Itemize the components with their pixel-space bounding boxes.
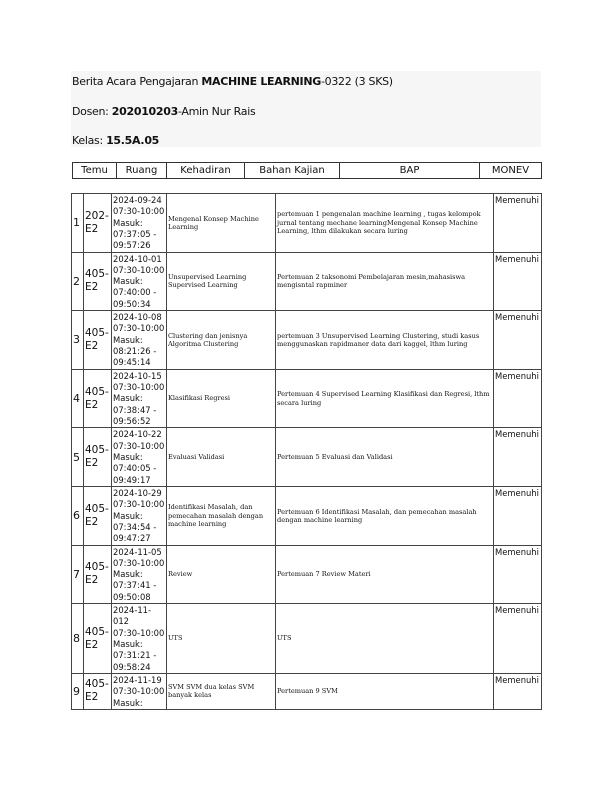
attendance-line: 2024-10-22	[113, 429, 162, 440]
attendance-cell	[112, 486, 167, 545]
table-row	[72, 311, 542, 370]
table-row	[72, 428, 542, 487]
course-info-panel	[71, 71, 541, 147]
class-label: Kelas:	[72, 134, 107, 147]
topic-cell: Klasifikasi Regresi	[167, 369, 276, 428]
attendance-line: 2024-10-01	[113, 253, 162, 264]
attendance-line: Masuk:	[113, 697, 143, 708]
room-cell: 405-E2	[84, 486, 112, 545]
col-kehadiran: Kehadiran	[167, 163, 245, 179]
bap-cell: pertemuan 1 pengenalan machine learning , tugas kelompok jurnal tentang mechane learningMengenal Konsep Machine Learning, lthm dilakukan secara luring	[276, 194, 494, 253]
attendance-line: Masuk:	[113, 451, 143, 462]
attendance-line: 07:38:47 - 09:56:52	[113, 404, 157, 426]
topic-cell: SVM SVM dua kelas SVM banyak kelas	[167, 673, 276, 709]
attendance-line: Masuk:	[113, 276, 143, 287]
meeting-number: 2	[72, 252, 84, 311]
room-cell: 405-E2	[84, 311, 112, 370]
attendance-line: 2024-11-05	[113, 546, 162, 557]
attendance-line: 07:30-10:00	[113, 557, 165, 568]
attendance-line: 2024-11-19	[113, 674, 162, 685]
bap-cell: Pertemuan 7 Review Materi	[276, 545, 494, 604]
monev-cell: Memenuhi	[494, 369, 542, 428]
attendance-line: 07:30-10:00	[113, 323, 165, 334]
course-name: MACHINE LEARNING	[201, 75, 321, 88]
lecturer-name: -Amin Nur Rais	[177, 105, 256, 118]
lecturer-id: 202010203	[111, 105, 178, 118]
topic-cell: Clustering dan jenisnya Algoritma Clustering	[167, 311, 276, 370]
bap-cell: Pertemuan 5 Evaluasi dan Validasi	[276, 428, 494, 487]
attendance-line: 07:40:00 - 09:50:34	[113, 287, 157, 309]
table-row	[72, 194, 542, 253]
attendance-line: Masuk:	[113, 510, 143, 521]
attendance-line: 07:30-10:00	[113, 627, 165, 638]
topic-cell: Review	[167, 545, 276, 604]
lecturer-line	[72, 105, 255, 118]
course-title	[72, 75, 393, 88]
col-ruang: Ruang	[117, 163, 167, 179]
monev-cell: Memenuhi	[494, 311, 542, 370]
table-row	[72, 604, 542, 674]
attendance-line: 2024-10-29	[113, 487, 162, 498]
meeting-number: 8	[72, 604, 84, 674]
attendance-line: 07:34:54 - 09:47:27	[113, 521, 157, 544]
attendance-line: Masuk:	[113, 639, 143, 650]
attendance-line: 07:30-10:00	[113, 440, 165, 451]
attendance-line: Masuk:	[113, 569, 143, 580]
attendance-line: 07:30-10:00	[113, 264, 165, 275]
room-cell: 405-E2	[84, 604, 112, 674]
table-row	[72, 369, 542, 428]
monev-cell: Memenuhi	[494, 194, 542, 253]
table-row	[72, 545, 542, 604]
title-prefix: Berita Acara Pengajaran	[72, 75, 202, 88]
attendance-table	[71, 193, 542, 710]
class-value: 15.5A.05	[106, 134, 160, 147]
attendance-cell	[112, 673, 167, 709]
attendance-line: 2024-11-012	[113, 605, 152, 627]
meeting-number: 4	[72, 369, 84, 428]
attendance-cell	[112, 604, 167, 674]
topic-cell: Evaluasi Validasi	[167, 428, 276, 487]
attendance-cell	[112, 428, 167, 487]
bap-cell: Pertemuan 9 SVM	[276, 673, 494, 709]
col-monev: MONEV	[480, 163, 542, 179]
attendance-line: 07:30-10:00	[113, 686, 165, 697]
bap-cell: Pertemuan 6 Identifikasi Masalah, dan pemecahan masalah dengan machine learning	[276, 486, 494, 545]
attendance-line: 07:37:41 - 09:50:08	[113, 580, 157, 602]
col-bap: BAP	[340, 163, 480, 179]
attendance-cell	[112, 252, 167, 311]
meeting-number: 1	[72, 194, 84, 253]
topic-cell: Identifikasi Masalah, dan pemecahan masalah dengan machine learning	[167, 486, 276, 545]
meeting-number: 9	[72, 673, 84, 709]
room-cell: 405-E2	[84, 428, 112, 487]
table-row	[72, 486, 542, 545]
attendance-line: 2024-09-24	[113, 195, 162, 205]
room-cell: 405-E2	[84, 252, 112, 311]
meeting-number: 5	[72, 428, 84, 487]
attendance-line: Masuk:	[113, 217, 143, 228]
table-row	[72, 673, 542, 709]
room-cell: 202-E2	[84, 194, 112, 253]
attendance-cell	[112, 311, 167, 370]
class-line	[72, 134, 159, 147]
room-cell: 405-E2	[84, 369, 112, 428]
attendance-line: 07:40:05 - 09:49:17	[113, 463, 157, 485]
meeting-number: 3	[72, 311, 84, 370]
bap-cell: UTS	[276, 604, 494, 674]
topic-cell: Unsupervised Learning Supervised Learning	[167, 252, 276, 311]
monev-cell: Memenuhi	[494, 545, 542, 604]
attendance-line: 07:31:21 - 09:58:24	[113, 650, 157, 672]
attendance-cell	[112, 369, 167, 428]
meeting-number: 7	[72, 545, 84, 604]
room-cell: 405-E2	[84, 673, 112, 709]
lecturer-label: Dosen:	[72, 105, 112, 118]
bap-cell: pertemuan 3 Unsupervised Learning Clustering, studi kasus menggunaskan rapidmaner data dari kaggel, lthm luring	[276, 311, 494, 370]
course-code: -0322 (3 SKS)	[320, 75, 393, 88]
column-header-table	[72, 162, 542, 179]
attendance-cell	[112, 194, 167, 253]
room-cell: 405-E2	[84, 545, 112, 604]
attendance-line: 2024-10-15	[113, 370, 162, 381]
attendance-line: 08:21:26 - 09:45:14	[113, 346, 157, 368]
attendance-line: Masuk:	[113, 393, 143, 404]
monev-cell: Memenuhi	[494, 486, 542, 545]
bap-cell: Pertemuan 4 Supervised Learning Klasifikasi dan Regresi, lthm secara luring	[276, 369, 494, 428]
col-bahan-kajian: Bahan Kajian	[245, 163, 340, 179]
table-row	[72, 252, 542, 311]
attendance-line: 07:30-10:00	[113, 499, 165, 510]
attendance-line: 2024-10-08	[113, 312, 162, 323]
attendance-cell	[112, 545, 167, 604]
monev-cell: Memenuhi	[494, 428, 542, 487]
attendance-line: 07:37:05 - 09:57:26	[113, 228, 157, 251]
meeting-number: 6	[72, 486, 84, 545]
attendance-line: 07:30-10:00	[113, 206, 165, 217]
attendance-line: Masuk:	[113, 334, 143, 345]
monev-cell: Memenuhi	[494, 604, 542, 674]
bap-cell: Pertemuan 2 taksonomi Pembelajaran mesin,mahasiswa mengisntal rapminer	[276, 252, 494, 311]
topic-cell: Mengenal Konsep Machine Learning	[167, 194, 276, 253]
monev-cell: Memenuhi	[494, 252, 542, 311]
attendance-line: 07:30-10:00	[113, 382, 165, 393]
col-temu: Temu	[73, 163, 117, 179]
topic-cell: UTS	[167, 604, 276, 674]
monev-cell: Memenuhi	[494, 673, 542, 709]
